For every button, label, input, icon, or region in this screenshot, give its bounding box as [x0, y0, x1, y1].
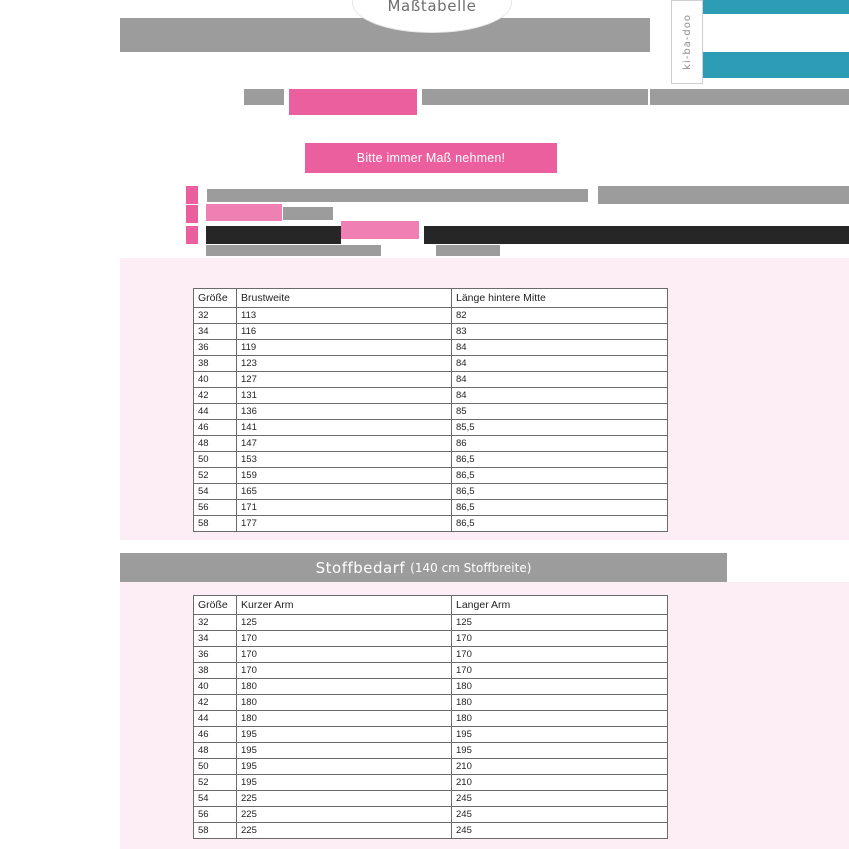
- cell-chest: 153: [237, 452, 452, 468]
- cell-length: 86,5: [452, 484, 668, 500]
- table-row: [194, 791, 668, 807]
- cell-size: 38: [194, 663, 237, 679]
- cell-short-sleeve: 225: [237, 823, 452, 839]
- cell-short-sleeve: 180: [237, 695, 452, 711]
- table-row: [194, 695, 668, 711]
- cell-size: 40: [194, 679, 237, 695]
- cell-size: 58: [194, 823, 237, 839]
- redacted-text-line-2b: [598, 186, 849, 204]
- measure-notice-text: Bitte immer Maß nehmen!: [356, 151, 506, 165]
- cell-size: 48: [194, 436, 237, 452]
- table-row: [194, 631, 668, 647]
- table-row: [194, 468, 668, 484]
- page-title: Maßtabelle: [387, 0, 477, 15]
- cell-size: 36: [194, 340, 237, 356]
- table-row: [194, 516, 668, 532]
- table-row: [194, 452, 668, 468]
- table-row: [194, 743, 668, 759]
- cell-length: 86,5: [452, 500, 668, 516]
- cell-long-sleeve: 210: [452, 759, 668, 775]
- table-row: [194, 823, 668, 839]
- table-row: [194, 484, 668, 500]
- cell-size: 58: [194, 516, 237, 532]
- redacted-bullet-marker-2: [186, 205, 198, 223]
- cell-short-sleeve: 195: [237, 743, 452, 759]
- redacted-text-line-4c: [206, 245, 381, 256]
- cell-short-sleeve: 195: [237, 727, 452, 743]
- cell-long-sleeve: 125: [452, 615, 668, 631]
- column-header-size: Größe: [194, 596, 237, 615]
- redacted-bullet-marker-1: [186, 186, 198, 204]
- cell-length: 84: [452, 372, 668, 388]
- cell-long-sleeve: 180: [452, 711, 668, 727]
- cell-size: 32: [194, 308, 237, 324]
- cell-size: 52: [194, 775, 237, 791]
- cell-long-sleeve: 245: [452, 807, 668, 823]
- column-header-chest: Brustweite: [237, 289, 452, 308]
- redacted-text-line-1a: [244, 89, 284, 105]
- cell-short-sleeve: 125: [237, 615, 452, 631]
- cell-size: 50: [194, 759, 237, 775]
- cell-short-sleeve: 180: [237, 711, 452, 727]
- fabric-section-subtitle: (140 cm Stoffbreite): [410, 561, 532, 575]
- column-header-length: Länge hintere Mitte: [452, 289, 668, 308]
- table-row: [194, 647, 668, 663]
- table-row: [194, 372, 668, 388]
- cell-chest: 159: [237, 468, 452, 484]
- cell-size: 42: [194, 388, 237, 404]
- table-row: [194, 340, 668, 356]
- cell-size: 46: [194, 420, 237, 436]
- redacted-text-line-4d: [436, 245, 500, 256]
- cell-chest: 116: [237, 324, 452, 340]
- cell-chest: 171: [237, 500, 452, 516]
- cell-short-sleeve: 195: [237, 759, 452, 775]
- cell-chest: 141: [237, 420, 452, 436]
- cell-size: 52: [194, 468, 237, 484]
- cell-size: 56: [194, 500, 237, 516]
- redacted-highlight-2: [341, 221, 419, 239]
- cell-chest: 147: [237, 436, 452, 452]
- redacted-text-line-3a: [283, 207, 333, 220]
- redacted-text-line-1b: [289, 89, 417, 115]
- cell-size: 42: [194, 695, 237, 711]
- cell-size: 34: [194, 631, 237, 647]
- table-row: [194, 727, 668, 743]
- cell-length: 86,5: [452, 516, 668, 532]
- table-row: [194, 420, 668, 436]
- table-row: [194, 775, 668, 791]
- cell-long-sleeve: 195: [452, 743, 668, 759]
- teal-accent-bar-second: [700, 52, 849, 78]
- redacted-text-line-4a: [206, 226, 341, 244]
- cell-size: 44: [194, 404, 237, 420]
- cell-short-sleeve: 180: [237, 679, 452, 695]
- measurements-table: [193, 288, 668, 532]
- cell-size: 32: [194, 615, 237, 631]
- cell-chest: 123: [237, 356, 452, 372]
- fabric-section-header: [120, 553, 727, 583]
- cell-short-sleeve: 195: [237, 775, 452, 791]
- cell-long-sleeve: 170: [452, 647, 668, 663]
- cell-length: 86,5: [452, 468, 668, 484]
- cell-length: 84: [452, 356, 668, 372]
- redacted-highlight-1: [206, 204, 282, 221]
- cell-length: 86: [452, 436, 668, 452]
- cell-chest: 119: [237, 340, 452, 356]
- redacted-bullet-marker-3: [186, 226, 198, 244]
- cell-long-sleeve: 245: [452, 823, 668, 839]
- table-row: [194, 308, 668, 324]
- cell-size: 46: [194, 727, 237, 743]
- cell-short-sleeve: 170: [237, 663, 452, 679]
- cell-long-sleeve: 170: [452, 631, 668, 647]
- cell-length: 84: [452, 340, 668, 356]
- cell-chest: 165: [237, 484, 452, 500]
- cell-length: 82: [452, 308, 668, 324]
- cell-long-sleeve: 195: [452, 727, 668, 743]
- table-row: [194, 388, 668, 404]
- cell-length: 85: [452, 404, 668, 420]
- cell-size: 56: [194, 807, 237, 823]
- cell-long-sleeve: 210: [452, 775, 668, 791]
- cell-size: 36: [194, 647, 237, 663]
- cell-short-sleeve: 170: [237, 631, 452, 647]
- table-header-row: [194, 596, 668, 615]
- cell-length: 85,5: [452, 420, 668, 436]
- table-row: [194, 807, 668, 823]
- cell-size: 48: [194, 743, 237, 759]
- redacted-text-line-1c: [422, 89, 648, 105]
- cell-size: 54: [194, 791, 237, 807]
- table-row: [194, 615, 668, 631]
- redacted-text-line-1d: [650, 89, 849, 105]
- table-row: [194, 711, 668, 727]
- fabric-section-title: Stoffbedarf: [315, 559, 406, 577]
- cell-size: 50: [194, 452, 237, 468]
- cell-size: 44: [194, 711, 237, 727]
- table-header-row: [194, 289, 668, 308]
- cell-short-sleeve: 225: [237, 807, 452, 823]
- cell-length: 86,5: [452, 452, 668, 468]
- cell-size: 54: [194, 484, 237, 500]
- table-row: [194, 404, 668, 420]
- table-row: [194, 500, 668, 516]
- redacted-text-line-4b: [424, 226, 849, 244]
- cell-chest: 136: [237, 404, 452, 420]
- cell-short-sleeve: 225: [237, 791, 452, 807]
- table-row: [194, 436, 668, 452]
- table-row: [194, 679, 668, 695]
- column-header-short-sleeve: Kurzer Arm: [237, 596, 452, 615]
- table-row: [194, 759, 668, 775]
- measure-notice-banner: [305, 143, 557, 173]
- redacted-text-line-2a: [207, 189, 588, 202]
- cell-chest: 131: [237, 388, 452, 404]
- table-row: [194, 356, 668, 372]
- cell-long-sleeve: 170: [452, 663, 668, 679]
- cell-length: 83: [452, 324, 668, 340]
- column-header-long-sleeve: Langer Arm: [452, 596, 668, 615]
- cell-chest: 177: [237, 516, 452, 532]
- cell-size: 40: [194, 372, 237, 388]
- table-row: [194, 324, 668, 340]
- cell-size: 38: [194, 356, 237, 372]
- cell-short-sleeve: 170: [237, 647, 452, 663]
- cell-chest: 127: [237, 372, 452, 388]
- cell-length: 84: [452, 388, 668, 404]
- cell-long-sleeve: 245: [452, 791, 668, 807]
- cell-size: 34: [194, 324, 237, 340]
- fabric-table: [193, 595, 668, 839]
- cell-long-sleeve: 180: [452, 695, 668, 711]
- brand-logo-text: ki-ba-doo: [681, 14, 693, 70]
- table-row: [194, 663, 668, 679]
- cell-chest: 113: [237, 308, 452, 324]
- brand-logo: [671, 0, 703, 84]
- teal-accent-bar-top: [700, 0, 849, 14]
- cell-long-sleeve: 180: [452, 679, 668, 695]
- column-header-size: Größe: [194, 289, 237, 308]
